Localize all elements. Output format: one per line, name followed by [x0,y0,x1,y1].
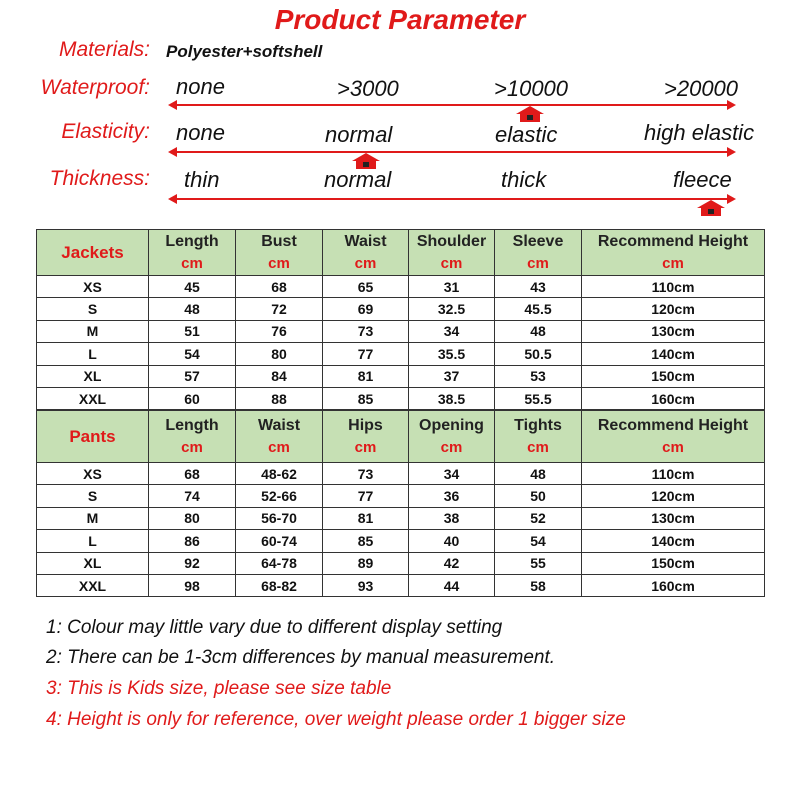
waterproof-level-3: >10000 [494,76,569,101]
thickness-label: Thickness: [49,167,150,190]
materials-label: Materials: [58,38,150,61]
elasticity-scale-line [176,151,728,153]
thickness-selected-marker-icon [697,200,725,216]
jackets-section-title: Jackets [37,230,149,276]
elasticity-scale-arrow-right [727,147,736,157]
pants-header-cell: Tights cm [495,411,582,463]
table-row: XS 45 68 65 31 43 110cm [37,276,765,298]
jackets-header-cell: Length cm [149,230,236,276]
pants-header-cell: Recommend Height cm [582,411,765,463]
waterproof-selected-marker-icon [516,106,544,122]
jackets-header-cell: Waist cm [323,230,409,276]
elasticity-level-1: none [176,120,225,145]
thickness-scale-line [176,198,728,200]
waterproof-level-1: none [176,74,225,99]
note-3: 3: This is Kids size, please see size table [46,678,392,699]
jackets-header-cell: Bust cm [236,230,323,276]
table-row: S 48 72 69 32.5 45.5 120cm [37,298,765,320]
waterproof-level-2: >3000 [337,76,399,101]
elasticity-level-3: elastic [495,122,558,147]
note-4: 4: Height is only for reference, over weight please order 1 bigger size [46,709,626,730]
jackets-header-cell: Shoulder cm [409,230,495,276]
materials-value: Polyester+softshell [166,42,323,61]
thickness-level-3: thick [501,167,547,192]
elasticity-label: Elasticity: [61,120,150,143]
waterproof-label: Waterproof: [40,76,150,99]
table-row: M 51 76 73 34 48 130cm [37,320,765,342]
table-row: M 80 56-70 81 38 52 130cm [37,507,765,529]
table-row: XXL 60 88 85 38.5 55.5 160cm [37,387,765,409]
jackets-header-row [37,230,765,276]
table-row: L 86 60-74 85 40 54 140cm [37,530,765,552]
pants-header-cell: Hips cm [323,411,409,463]
pants-header-cell: Opening cm [409,411,495,463]
pants-header-cell: Length cm [149,411,236,463]
note-1: 1: Colour may little vary due to different display setting [46,617,503,638]
jackets-header-cell: Recommend Height cm [582,230,765,276]
waterproof-scale-line [176,104,728,106]
pants-size-table [36,410,765,597]
table-row: XXL 98 68-82 93 44 58 160cm [37,574,765,596]
table-row: XL 92 64-78 89 42 55 150cm [37,552,765,574]
thickness-level-4: fleece [673,167,732,192]
pants-section-title: Pants [37,411,149,463]
pants-header-cell: Waist cm [236,411,323,463]
elasticity-level-4: high elastic [644,120,755,145]
elasticity-level-2: normal [325,122,393,147]
table-row: XS 68 48-62 73 34 48 110cm [37,463,765,485]
thickness-scale-arrow-right [727,194,736,204]
jackets-size-table [36,229,765,410]
waterproof-scale-arrow-right [727,100,736,110]
waterproof-level-4: >20000 [664,76,739,101]
jackets-header-cell: Sleeve cm [495,230,582,276]
table-row: S 74 52-66 77 36 50 120cm [37,485,765,507]
page-title: Product Parameter [274,4,526,35]
table-row: L 54 80 77 35.5 50.5 140cm [37,343,765,365]
thickness-level-1: thin [184,167,220,192]
table-row: XL 57 84 81 37 53 150cm [37,365,765,387]
note-2: 2: There can be 1-3cm differences by manual measurement. [46,647,556,668]
thickness-level-2: normal [324,167,392,192]
pants-header-row [37,411,765,463]
